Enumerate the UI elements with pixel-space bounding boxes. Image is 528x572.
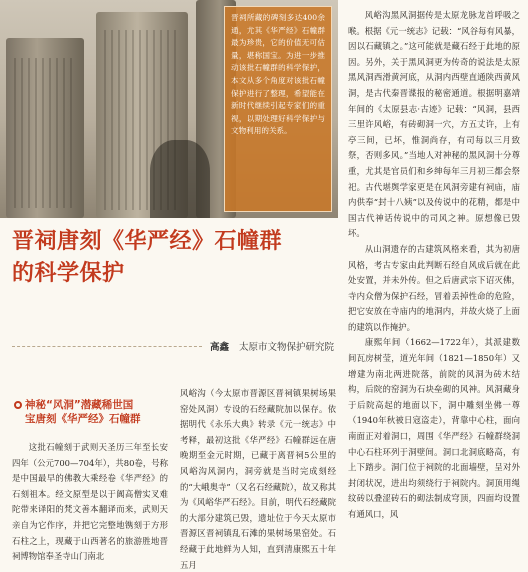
author-name: 高鑫 — [209, 342, 229, 353]
column-3-paragraph-2: 从山洞遗存的古建筑风格来看，其为初唐风格，考古专家由此判断石经自风成后就在此处安置，并未外传。但之后唐武宗下诏灭佛，寺内众僧为保护石经，冒着丢掉性命的危险，把它安放在寺庙内的地洞内，并故火烧了上面的建筑以作掩护。 — [348, 243, 520, 332]
text-column-2 — [180, 386, 336, 572]
column-3-paragraph-1: 风峪沟黑风洞据传是太原龙脉龙首呼吸之喉。根据《元一统志》记载：“风谷每有风暴，因以石藏镇之。”这可能就是藏石经于此地的原因。另外，关于黑风洞更为传奇的说法是太原黑风洞西滑黄河底，从洞内西壁直通陕西黄风洞，是古代秦晋谍报的秘密通道。根据明嘉靖年间的《太原县志·古迹》记载：“风洞，县西三里许风峪，有砖砌洞一穴，方五丈许，上有亭三间，已坏，惟洞尚存，有司每以三月致祭，否则多风。”当地人对神秘的黑风洞十分尊重，尤其是官员们和乡绅每年三月初三都会祭祀。古代堪舆学家更是在风洞旁建有祠庙，庙内供奉“封十八姨”以及传说中的花精，都是中国古代神话传说中的司风之神。原想像已毁坏。 — [348, 10, 520, 239]
author-affiliation: 太原市文物保护研究院 — [238, 342, 334, 353]
section-heading — [14, 398, 166, 426]
visitor-shadow — [150, 140, 210, 218]
text-column-1 — [12, 440, 168, 572]
article-title-line1: 晋祠唐刻《华严经》石幢群 — [12, 229, 283, 254]
column-3-paragraph-3: 康熙年间（1662—1722年），其派建数间瓦房树莹，道光年间（1821—1850年）又增建为南北两进院落，前院的风洞为砖木结构，后院的窑洞为石块垒砌的风神。风洞藏身于后院高起的地面以下，洞中雕刻坐佛一尊（1940年秋被日寇盗走），背靠中心柱，面向南面正对着洞口，周围《华严经》石幢群绕洞中心石柱环列于洞壁间。洞口北洞底略高，有上下踏步。洞门位于祠院的北面墙壁，呈对外封闭状况，进出均须绕行于祠院内。洞顶用绳纹砖以叠涩砖石的砌法制成穹顶，四面均设置有通风口，风 — [348, 337, 520, 519]
article-title — [12, 226, 332, 290]
photo-caption: 晋祠所藏的碑刻多达400余通，尤其《华严经》石幢群最为珍贵，它的价值无可估量，堪称国宝。为进一步推动该批石幢群的科学保护，本文从多个角度对该批石幢保护进行了整理，希望能在新时代继续引起专家们的重视，以期处理好科学保护与文物利用的关系。 — [224, 6, 332, 212]
stele-photo — [0, 0, 338, 218]
text-column-3 — [348, 8, 520, 572]
section-heading-line1: 神秘“风洞”潜藏稀世国 — [25, 399, 134, 411]
column-1-paragraph: 这批石幢刻于武则天圣历三年至长安四年（公元700—704年），共80卷，号称是中国最早的佛教大乘经卷《华严经》的石刻祖本。经文原型是以于阗高僧实叉难陀带来译阳的梵文善本翻译而来，武则天亲自为它作序，并把它完整地镌刻于方形石柱之上，现藏于山西著名的旅游胜地晋祠博物馆奉圣寺山门南北 — [12, 442, 168, 562]
section-bullet-icon — [14, 401, 22, 409]
article-title-line2: 的科学保护 — [12, 261, 125, 286]
column-2-paragraph: 风峪沟（今太原市晋源区晋祠镇果树场果窑处风洞）专设的石经藏院加以保存。依据明代《永乐大典》转录《元一统志》中考释，最初这批《华严经》石幢群远在唐晚期至金元时期，已藏于离晋祠5公里的风峪沟风洞内，洞旁就是当时完成刻经的“大峨奥寺”（又名石经藏院），故又称其为《风峪华严石经》。目前，明代石经藏院的大部分建筑已毁，遗址位于今天太原市晋源区晋祠镇乱石滩的果树场果窑处。石经藏于此地鲜为人知，直到清康熙五十年五月 — [180, 388, 336, 570]
byline — [12, 338, 334, 354]
stele-left — [6, 38, 84, 218]
section-heading-line2: 宝唐刻《华严经》石幢群 — [25, 413, 141, 425]
byline-rule — [12, 346, 202, 347]
